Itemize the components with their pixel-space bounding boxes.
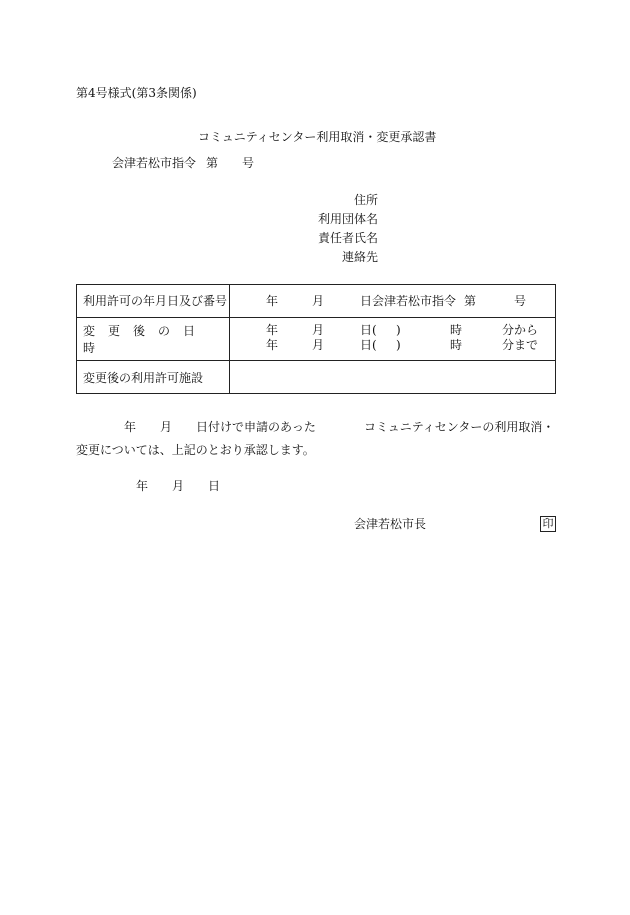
- form-table: [76, 284, 556, 394]
- row2-value-cell: [230, 318, 556, 361]
- ref-dai: 第: [206, 156, 219, 170]
- signer: 会津若松市長: [354, 517, 427, 531]
- row2-label-cell: [77, 318, 230, 361]
- row2-l1-year: 年: [266, 323, 279, 337]
- label-address: 住所: [354, 193, 379, 207]
- body-month: 月: [160, 420, 173, 434]
- row3-label: 変更後の利用許可施設: [83, 370, 204, 385]
- row1-year: 年: [266, 294, 279, 308]
- row1-dai: 第: [464, 294, 477, 308]
- body-text2: コミュニティセンターの利用取消・: [364, 420, 555, 434]
- body-text1: 日付けで申請のあった: [196, 420, 316, 434]
- body-year: 年: [124, 420, 137, 434]
- date-month: 月: [172, 479, 185, 493]
- label-org: 利用団体名: [318, 212, 379, 226]
- row2-l1-month: 月: [312, 323, 325, 337]
- row2-l2-minute: 分まで: [502, 338, 539, 352]
- row2-l1-day: 日(: [360, 323, 377, 337]
- row1-go: 号: [514, 294, 527, 308]
- label-person: 責任者氏名: [318, 231, 379, 245]
- row2-l2-day: 日(: [360, 338, 377, 352]
- label-contact: 連絡先: [342, 250, 379, 264]
- seal-mark: 印: [540, 516, 556, 532]
- body-line2: 変更については、上記のとおり承認します。: [76, 443, 315, 457]
- row1-label-cell: [77, 285, 230, 318]
- table-row: [77, 318, 556, 361]
- row2-l2-paren-close: ): [396, 338, 401, 352]
- date-day: 日: [208, 479, 221, 493]
- row1-value-cell: [230, 285, 556, 318]
- form-number: 第4号様式(第3条関係): [76, 86, 197, 100]
- row1-month: 月: [312, 294, 325, 308]
- table-row: [77, 285, 556, 318]
- row2-l1-hour: 時: [450, 323, 463, 337]
- row1-label: 利用許可の年月日及び番号: [83, 293, 228, 308]
- ref-go: 号: [242, 156, 255, 170]
- row2-l1-paren-close: ): [396, 323, 401, 337]
- row2-l2-hour: 時: [450, 338, 463, 352]
- ref-prefix: 会津若松市指令: [112, 156, 197, 170]
- row1-day-ref: 日会津若松市指令: [360, 294, 457, 308]
- row3-label-cell: [77, 361, 230, 394]
- date-year: 年: [136, 479, 149, 493]
- row2-l2-month: 月: [312, 338, 325, 352]
- row2-l2-year: 年: [266, 338, 279, 352]
- reference-number: [112, 156, 254, 170]
- document-title: コミュニティセンター利用取消・変更承認書: [198, 130, 437, 144]
- row2-l1-minute: 分から: [502, 323, 539, 337]
- table-row: [77, 361, 556, 394]
- row2-label: 変更後の日時: [83, 324, 209, 355]
- row3-value-cell: [230, 361, 556, 394]
